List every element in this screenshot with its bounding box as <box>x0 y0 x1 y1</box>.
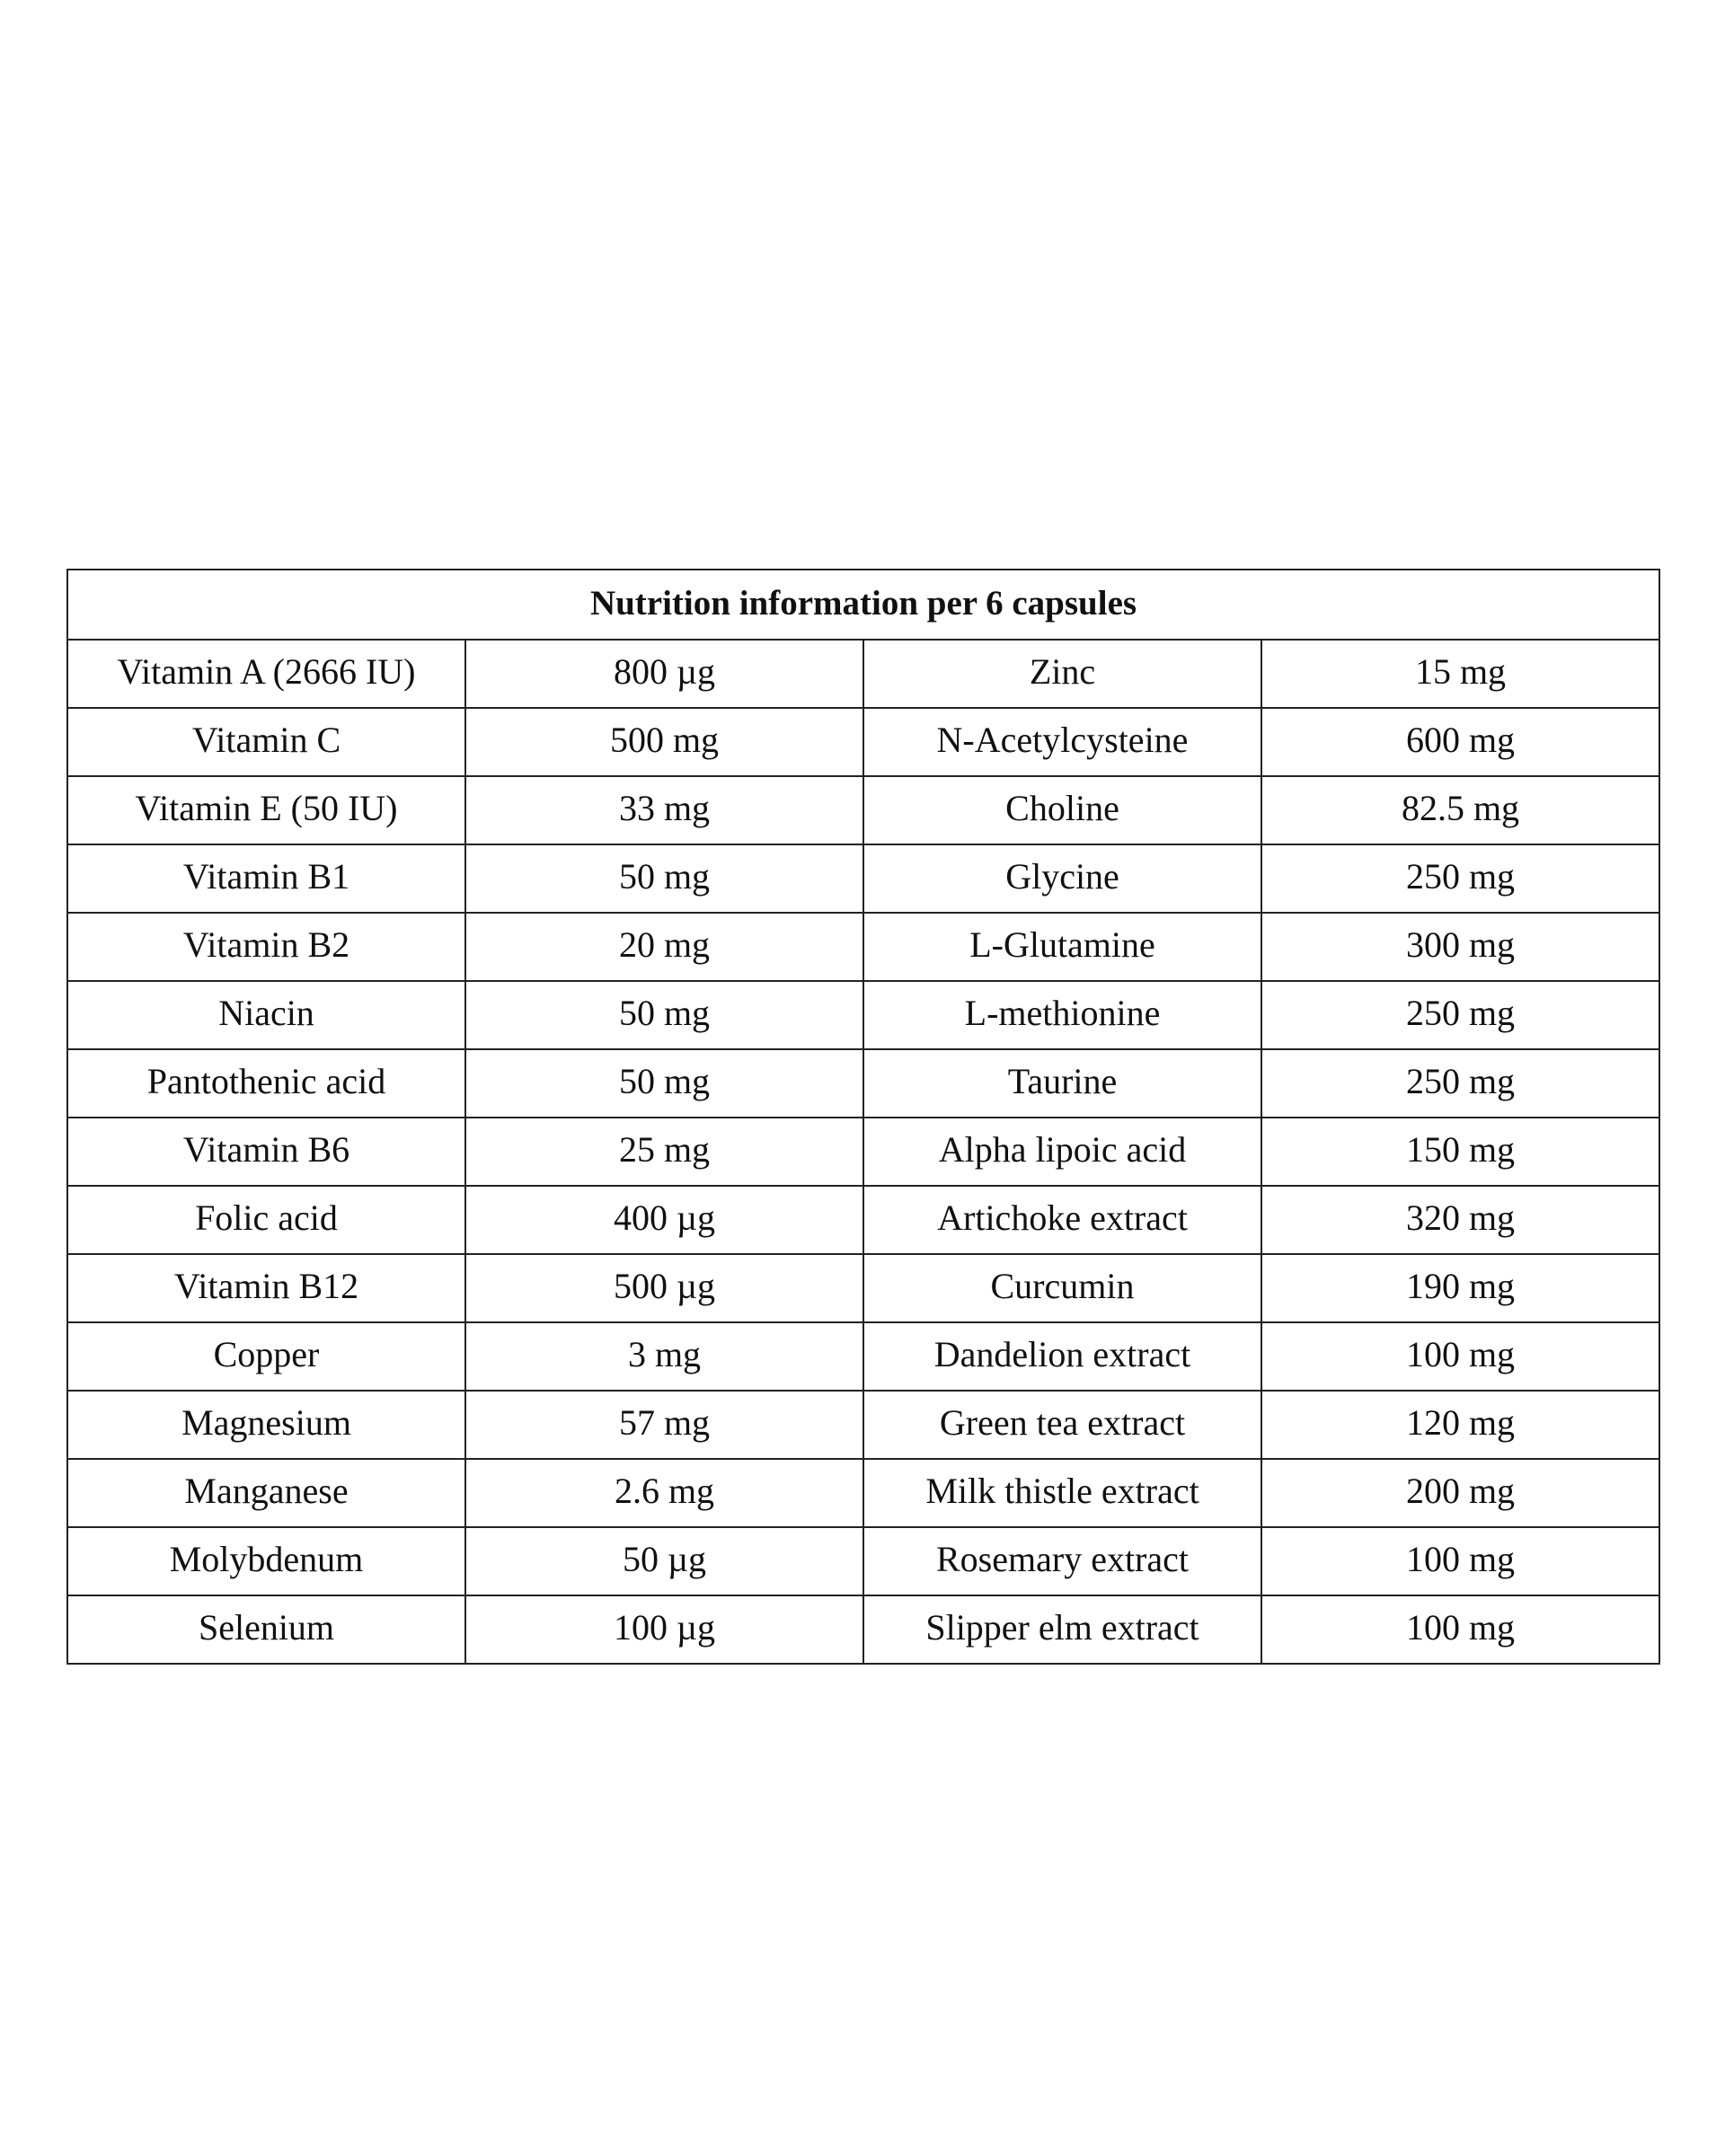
nutrient-amount-cell: 2.6 mg <box>465 1459 863 1527</box>
nutrient-name-cell: Selenium <box>67 1595 465 1664</box>
nutrient-name-cell: Vitamin C <box>67 708 465 776</box>
nutrient-name-cell: Folic acid <box>67 1186 465 1254</box>
nutrient-amount-cell: 500 mg <box>465 708 863 776</box>
nutrient-name-cell: Dandelion extract <box>863 1322 1261 1391</box>
nutrient-amount-cell: 250 mg <box>1261 1049 1659 1118</box>
nutrient-name-cell: Choline <box>863 776 1261 844</box>
nutrient-name-cell: L-methionine <box>863 981 1261 1049</box>
table-row <box>67 1186 1659 1254</box>
table-row <box>67 640 1659 708</box>
nutrient-amount-cell: 600 mg <box>1261 708 1659 776</box>
table-row <box>67 1595 1659 1664</box>
nutrient-name-cell: Pantothenic acid <box>67 1049 465 1118</box>
nutrient-name-cell: Rosemary extract <box>863 1527 1261 1595</box>
nutrient-name-cell: Vitamin E (50 IU) <box>67 776 465 844</box>
nutrient-name-cell: Manganese <box>67 1459 465 1527</box>
nutrient-name-cell: Copper <box>67 1322 465 1391</box>
nutrient-name-cell: Alpha lipoic acid <box>863 1118 1261 1186</box>
nutrient-amount-cell: 57 mg <box>465 1391 863 1459</box>
nutrient-amount-cell: 200 mg <box>1261 1459 1659 1527</box>
nutrient-amount-cell: 15 mg <box>1261 640 1659 708</box>
nutrient-name-cell: Slipper elm extract <box>863 1595 1261 1664</box>
nutrient-amount-cell: 50 µg <box>465 1527 863 1595</box>
nutrient-amount-cell: 500 µg <box>465 1254 863 1322</box>
nutrient-amount-cell: 33 mg <box>465 776 863 844</box>
nutrient-name-cell: Curcumin <box>863 1254 1261 1322</box>
table-row <box>67 1322 1659 1391</box>
table-row <box>67 1049 1659 1118</box>
nutrient-amount-cell: 150 mg <box>1261 1118 1659 1186</box>
nutrition-table <box>66 569 1660 1665</box>
nutrient-amount-cell: 250 mg <box>1261 844 1659 913</box>
table-row <box>67 776 1659 844</box>
table-row <box>67 1254 1659 1322</box>
nutrient-amount-cell: 20 mg <box>465 913 863 981</box>
nutrient-amount-cell: 100 mg <box>1261 1595 1659 1664</box>
table-row <box>67 913 1659 981</box>
nutrient-name-cell: Vitamin A (2666 IU) <box>67 640 465 708</box>
nutrient-amount-cell: 100 µg <box>465 1595 863 1664</box>
nutrient-amount-cell: 3 mg <box>465 1322 863 1391</box>
nutrient-amount-cell: 250 mg <box>1261 981 1659 1049</box>
nutrient-name-cell: Molybdenum <box>67 1527 465 1595</box>
nutrient-name-cell: Magnesium <box>67 1391 465 1459</box>
table-row <box>67 844 1659 913</box>
nutrient-name-cell: Niacin <box>67 981 465 1049</box>
table-row <box>67 1391 1659 1459</box>
table-row <box>67 981 1659 1049</box>
nutrient-amount-cell: 25 mg <box>465 1118 863 1186</box>
nutrient-amount-cell: 800 µg <box>465 640 863 708</box>
nutrient-amount-cell: 120 mg <box>1261 1391 1659 1459</box>
nutrient-name-cell: Vitamin B2 <box>67 913 465 981</box>
table-title-row <box>67 570 1659 640</box>
nutrient-amount-cell: 82.5 mg <box>1261 776 1659 844</box>
nutrient-name-cell: L-Glutamine <box>863 913 1261 981</box>
nutrient-amount-cell: 100 mg <box>1261 1527 1659 1595</box>
nutrient-name-cell: N-Acetylcysteine <box>863 708 1261 776</box>
nutrient-name-cell: Zinc <box>863 640 1261 708</box>
table-row <box>67 708 1659 776</box>
nutrient-name-cell: Glycine <box>863 844 1261 913</box>
nutrient-amount-cell: 320 mg <box>1261 1186 1659 1254</box>
nutrient-name-cell: Taurine <box>863 1049 1261 1118</box>
table-row <box>67 1118 1659 1186</box>
table-body <box>67 640 1659 1664</box>
nutrient-name-cell: Green tea extract <box>863 1391 1261 1459</box>
table-row <box>67 1527 1659 1595</box>
nutrient-name-cell: Milk thistle extract <box>863 1459 1261 1527</box>
table-row <box>67 1459 1659 1527</box>
nutrient-amount-cell: 50 mg <box>465 844 863 913</box>
nutrient-name-cell: Vitamin B12 <box>67 1254 465 1322</box>
nutrient-name-cell: Vitamin B1 <box>67 844 465 913</box>
nutrient-amount-cell: 400 µg <box>465 1186 863 1254</box>
nutrient-amount-cell: 300 mg <box>1261 913 1659 981</box>
nutrient-name-cell: Vitamin B6 <box>67 1118 465 1186</box>
table-title: Nutrition information per 6 capsules <box>67 570 1659 640</box>
nutrient-amount-cell: 100 mg <box>1261 1322 1659 1391</box>
nutrient-amount-cell: 50 mg <box>465 1049 863 1118</box>
nutrient-name-cell: Artichoke extract <box>863 1186 1261 1254</box>
nutrient-amount-cell: 190 mg <box>1261 1254 1659 1322</box>
nutrient-amount-cell: 50 mg <box>465 981 863 1049</box>
